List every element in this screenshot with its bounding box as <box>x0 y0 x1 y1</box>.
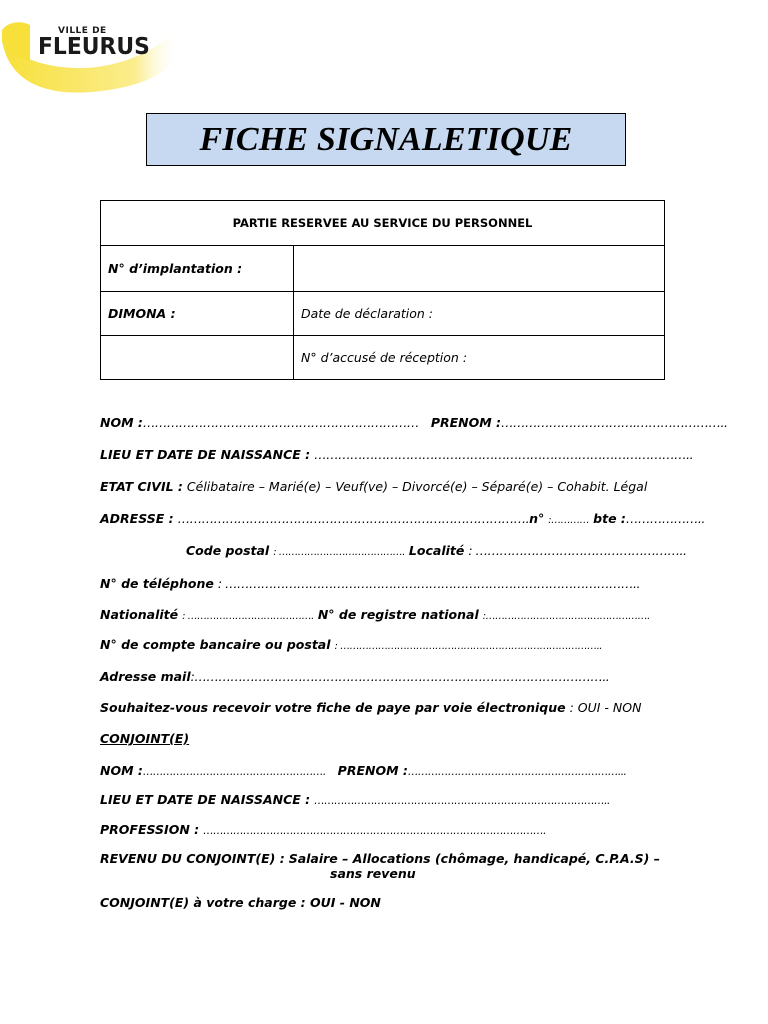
nom-prenom-row <box>100 415 727 430</box>
dimona-label: DIMONA : <box>101 292 294 336</box>
registry-label: N° de registre national <box>317 607 479 622</box>
civil-status-row <box>100 479 647 494</box>
spouse-nom-prenom-row <box>100 763 626 778</box>
spouse-birth-row <box>100 792 610 807</box>
email-row <box>100 669 609 684</box>
logo-line1: VILLE DE <box>58 26 107 36</box>
phone-row <box>100 576 640 591</box>
receipt-number-label: N° d’accusé de réception : <box>294 336 665 380</box>
locality-label: Localité <box>408 543 465 558</box>
staff-table-header: PARTIE RESERVEE AU SERVICE DU PERSONNEL <box>101 201 665 246</box>
spouse-income-label: REVENU DU CONJOINT(E) : <box>100 851 285 866</box>
implantation-label: N° d’implantation : <box>101 246 294 292</box>
postal-label: Code postal <box>186 543 270 558</box>
postal-field[interactable]: : …………………………………. <box>273 547 405 558</box>
payslip-row <box>100 700 641 715</box>
page-title: FICHE SIGNALETIQUE <box>199 120 573 158</box>
implantation-value-cell[interactable] <box>294 246 665 292</box>
spouse-profession-field[interactable]: …………………………………………………………………………………………. <box>203 825 546 837</box>
nom-label: NOM : <box>100 415 143 430</box>
civil-options[interactable]: Célibataire – Marié(e) – Veuf(ve) – Divorcé(e) – Séparé(e) – Cohabit. Légal <box>186 479 648 494</box>
postal-row <box>186 543 686 558</box>
bank-label: N° de compte bancaire ou postal <box>100 637 331 652</box>
email-field[interactable]: :………………………………………………………………………………………….. <box>190 669 610 684</box>
email-label: Adresse mail <box>100 669 191 684</box>
civil-label: ETAT CIVIL : <box>100 479 183 494</box>
nationality-row <box>100 607 650 622</box>
registry-field[interactable]: :……………………………………………. <box>482 611 650 622</box>
spouse-heading-row <box>100 731 189 746</box>
spouse-nom-field[interactable]: ………………………………………………. <box>142 766 326 778</box>
declaration-date-label: Date de déclaration : <box>294 292 665 336</box>
nom-field[interactable]: …………………………………………………………… <box>142 415 419 430</box>
spouse-birth-field[interactable]: …………………………………………………………………………….. <box>314 795 610 807</box>
address-label: ADRESSE : <box>100 511 174 526</box>
box-field[interactable]: ……………….. <box>625 511 705 526</box>
payslip-question: Souhaitez-vous recevoir votre fiche de paye par voie électronique <box>100 700 566 715</box>
fleurus-logo <box>0 0 200 110</box>
number-field[interactable]: :………… <box>548 515 590 526</box>
bank-row <box>100 637 602 652</box>
empty-cell <box>101 336 294 380</box>
phone-field[interactable]: : ………………………………………………………………………………………….. <box>217 576 640 591</box>
address-row <box>100 511 705 526</box>
spouse-heading: CONJOINT(E) <box>100 731 190 746</box>
birth-label: LIEU ET DATE DE NAISSANCE : <box>100 447 311 462</box>
address-field[interactable]: ……………………………………………………………………………. <box>177 511 530 526</box>
number-label: n° <box>529 511 545 526</box>
box-label: bte : <box>593 511 626 526</box>
prenom-field[interactable]: …………………………….………………….. <box>501 415 728 430</box>
spouse-charge-row <box>100 895 381 910</box>
spouse-income-row-2 <box>330 866 416 881</box>
nationality-label: Nationalité <box>100 607 179 622</box>
spouse-charge-label[interactable]: CONJOINT(E) à votre charge : OUI - NON <box>100 895 381 910</box>
spouse-prenom-label: PRENOM : <box>337 763 408 778</box>
logo-line2: FLEURUS <box>38 34 150 60</box>
nationality-field[interactable]: : …………………………………. <box>182 611 314 622</box>
prenom-label: PRENOM : <box>430 415 502 430</box>
birth-field[interactable]: ………………………………………………………………………………….. <box>314 447 694 462</box>
spouse-nom-label: NOM : <box>100 763 143 778</box>
bank-field[interactable]: : ……………………………………………………………………….. <box>334 641 602 652</box>
locality-field[interactable]: : …………………………………………….. <box>468 543 687 558</box>
phone-label: N° de téléphone <box>100 576 214 591</box>
spouse-profession-label: PROFESSION : <box>100 822 200 837</box>
title-banner <box>146 113 626 166</box>
spouse-income-options[interactable]: Salaire – Allocations (chômage, handicapé, C.P.A.S) – <box>288 851 660 866</box>
spouse-income-row <box>100 851 660 866</box>
spouse-prenom-field[interactable]: ………………………………………………………... <box>407 766 627 778</box>
payslip-answer[interactable]: : OUI - NON <box>569 700 642 715</box>
spouse-profession-row <box>100 822 546 837</box>
birth-row <box>100 447 693 462</box>
spouse-birth-label: LIEU ET DATE DE NAISSANCE : <box>100 792 311 807</box>
spouse-income-options-2[interactable]: sans revenu <box>330 866 416 881</box>
staff-reserved-table <box>100 200 665 380</box>
